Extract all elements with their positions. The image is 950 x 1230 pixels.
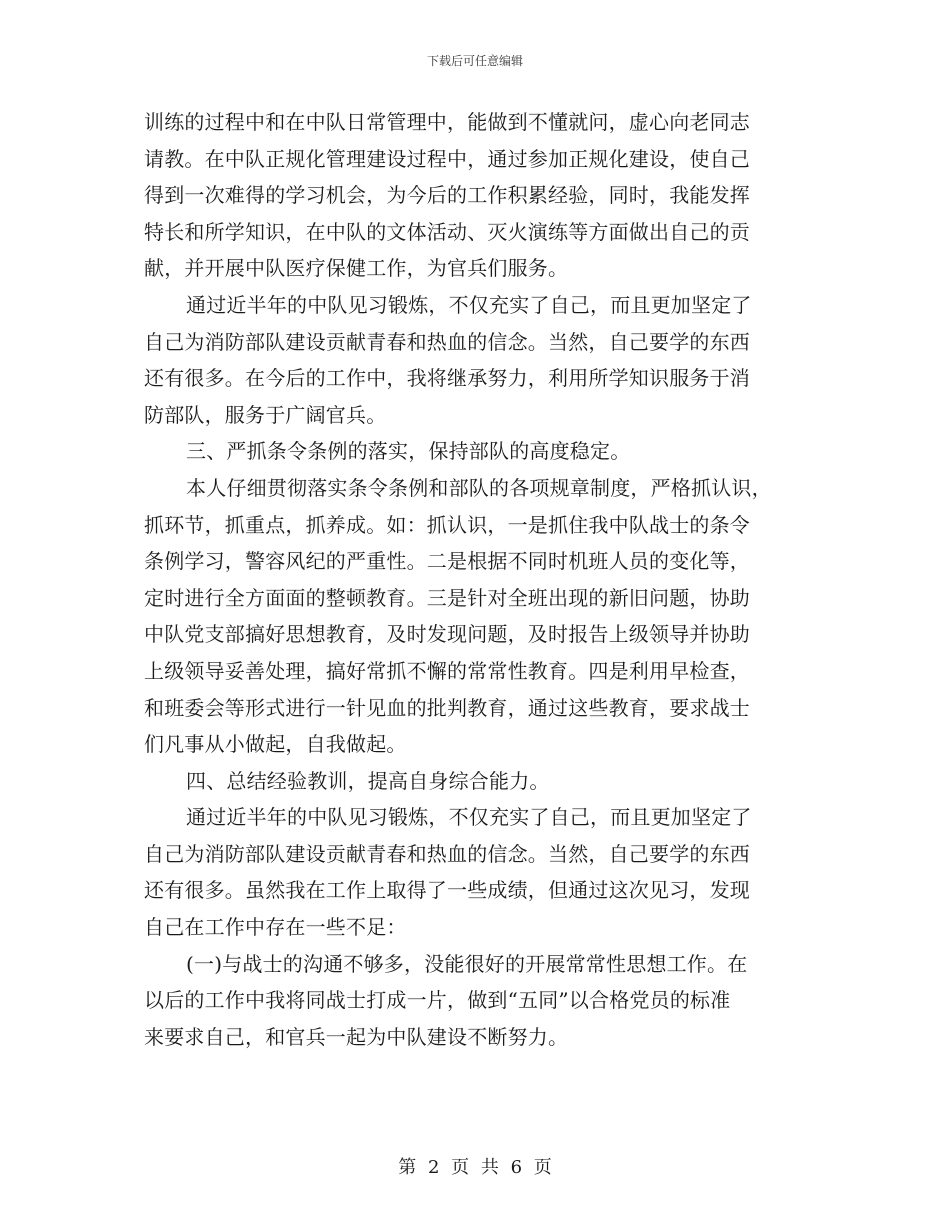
text-line: 献，并开展中队医疗保健工作，为官兵们服务。	[144, 256, 569, 281]
text-line: 本人仔细贯彻落实条令条例和部队的各项规章制度，严格抓认识，	[186, 475, 772, 500]
text-line: 还有很多。虽然我在工作上取得了一些成绩，但通过这次见习，发现	[144, 878, 750, 903]
text-line: 请教。在中队正规化管理建设过程中，通过参加正规化建设，使自己	[144, 146, 750, 171]
page-header: 下载后可任意编辑	[426, 54, 523, 68]
text-line: 以后的工作中我将同战士打成一片，做到“五同”以合格党员的标准	[144, 988, 731, 1013]
text-line: 特长和所学知识，在中队的文体活动、灭火演练等方面做出自己的贡	[144, 219, 750, 244]
text-line: 训练的过程中和在中队日常管理中，能做到不懂就问，虚心向老同志	[144, 110, 750, 134]
text-line: 中队党支部搞好思想教育，及时发现问题，及时报告上级领导并协助	[144, 622, 750, 647]
text-line: 通过近半年的中队见习锻炼，不仅充实了自己，而且更加坚定了	[186, 805, 752, 830]
text-line: 条例学习，警容风纪的严重性。二是根据不同时机班人员的变化等，	[144, 549, 750, 574]
text-line: 们凡事从小做起，自我做起。	[144, 732, 407, 757]
text-line: 自己在工作中存在一些不足：	[144, 915, 407, 940]
text-line: 得到一次难得的学习机会，为今后的工作积累经验，同时，我能发挥	[144, 183, 750, 208]
page-footer: 第 2 页 共 6 页	[398, 1157, 552, 1178]
text-line: (一)与战士的沟通不够多，没能很好的开展常常性思想工作。在	[186, 951, 748, 976]
text-line: 抓环节，抓重点，抓养成。如：抓认识，一是抓住我中队战士的条令	[144, 512, 750, 537]
document-body	[144, 104, 804, 1055]
text-line: 来要求自己，和官兵一起为中队建设不断努力。	[144, 1024, 569, 1049]
text-line: 还有很多。在今后的工作中，我将继承努力，利用所学知识服务于消	[144, 366, 750, 391]
text-line: 通过近半年的中队见习锻炼，不仅充实了自己，而且更加坚定了	[186, 292, 752, 317]
text-line: 和班委会等形式进行一针见血的批判教育，通过这些教育，要求战士	[144, 695, 750, 720]
text-line: 四、总结经验教训，提高自身综合能力。	[186, 768, 550, 793]
text-line: 自己为消防部队建设贡献青春和热血的信念。当然，自己要学的东西	[144, 841, 750, 866]
text-line: 三、严抓条令条例的落实，保持部队的高度稳定。	[186, 439, 631, 464]
text-line: 自己为消防部队建设贡献青春和热血的信念。当然，自己要学的东西	[144, 329, 750, 354]
text-line: 上级领导妥善处理，搞好常抓不懈的常常性教育。四是利用早检查，	[144, 658, 750, 683]
text-line: 定时进行全方面面的整顿教育。三是针对全班出现的新旧问题，协助	[144, 585, 750, 610]
text-line: 防部队，服务于广阔官兵。	[144, 402, 387, 427]
